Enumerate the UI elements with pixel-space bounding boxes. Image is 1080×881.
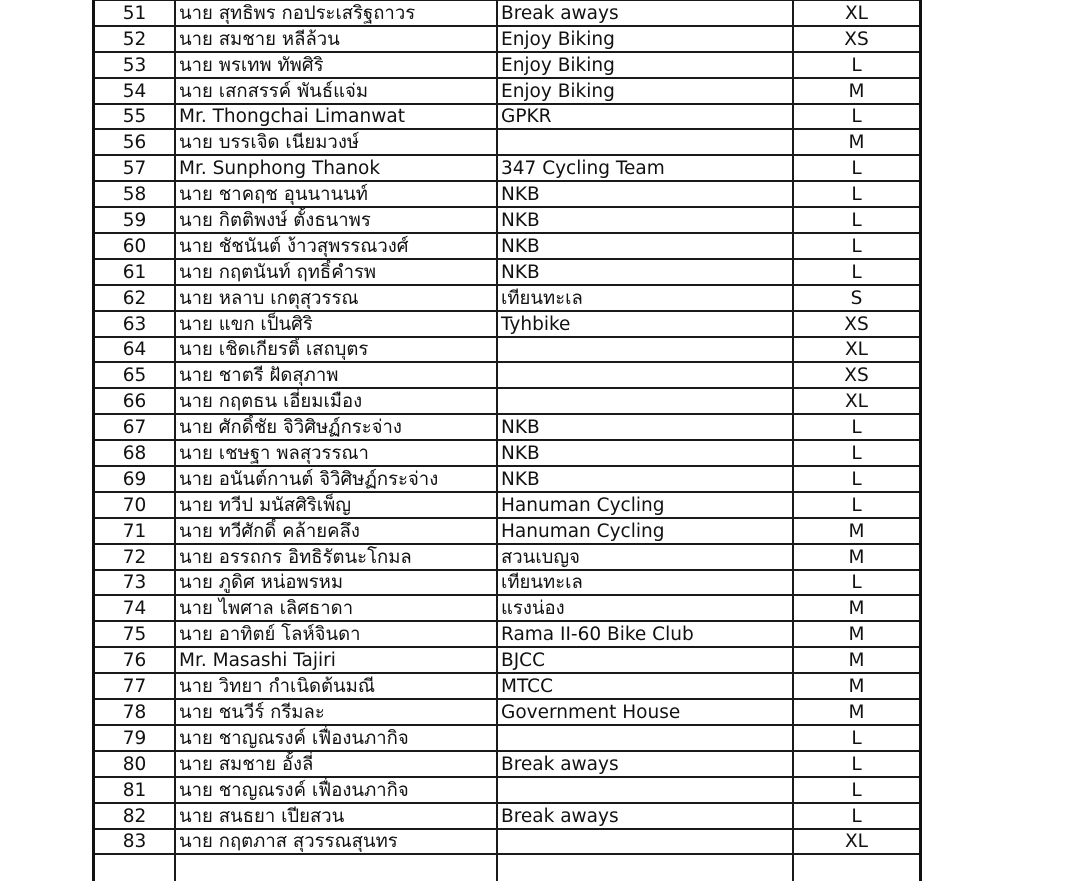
participant-name-cell[interactable]: นาย อนันต์กานต์ จิวิศิษฏ์กระจ่าง — [175, 466, 497, 492]
participant-name-cell[interactable]: นาย กฤตธน เอี่ยมเมือง — [175, 388, 497, 414]
row-number-cell[interactable]: 68 — [95, 440, 175, 466]
team-cell[interactable]: NKB — [497, 181, 793, 207]
table-row — [95, 207, 919, 233]
table-row — [95, 803, 919, 829]
participant-name-cell[interactable]: นาย ไพศาล เลิศธาดา — [175, 595, 497, 621]
participant-name-cell[interactable]: นาย สมชาย อั้งลี่ — [175, 751, 497, 777]
table-row — [95, 673, 919, 699]
participant-name-cell[interactable]: นาย ชาญณรงค์ เฟื่องนภากิจ — [175, 725, 497, 751]
participant-name-cell[interactable]: นาย ชาคฤช อุนนานนท์ — [175, 181, 497, 207]
team-cell[interactable]: Break aways — [497, 751, 793, 777]
participant-name-cell[interactable]: นาย ภูดิศ หน่อพรหม — [175, 570, 497, 596]
shirt-size-cell[interactable]: M — [793, 129, 919, 155]
team-cell[interactable]: Enjoy Biking — [497, 78, 793, 104]
team-cell[interactable]: เทียนทะเล — [497, 570, 793, 596]
participant-name-cell[interactable]: นาย บรรเจิด เนียมวงษ์ — [175, 129, 497, 155]
team-cell[interactable]: NKB — [497, 259, 793, 285]
shirt-size-cell[interactable]: L — [793, 777, 919, 803]
table-row — [95, 0, 919, 26]
participant-name-cell[interactable]: นาย กฤตภาส สุวรรณสุนทร — [175, 829, 497, 855]
row-number-cell[interactable]: 51 — [95, 0, 175, 26]
table-row — [95, 26, 919, 52]
team-cell[interactable]: NKB — [497, 440, 793, 466]
row-number-cell[interactable]: 61 — [95, 259, 175, 285]
row-number-cell[interactable]: 69 — [95, 466, 175, 492]
team-cell[interactable] — [497, 362, 793, 388]
row-number-cell[interactable]: 52 — [95, 26, 175, 52]
participant-name-cell[interactable]: นาย หลาบ เกตุสุวรรณ — [175, 285, 497, 311]
row-number-cell[interactable] — [95, 854, 175, 881]
row-number-cell[interactable]: 79 — [95, 725, 175, 751]
row-number-cell[interactable]: 65 — [95, 362, 175, 388]
row-number-cell[interactable]: 78 — [95, 699, 175, 725]
table-row — [95, 414, 919, 440]
shirt-size-cell[interactable]: L — [793, 155, 919, 181]
table-row — [95, 595, 919, 621]
row-number-cell[interactable]: 55 — [95, 104, 175, 130]
table-row — [95, 466, 919, 492]
team-cell[interactable]: Break aways — [497, 0, 793, 26]
row-number-cell[interactable]: 59 — [95, 207, 175, 233]
shirt-size-cell[interactable]: M — [793, 518, 919, 544]
team-cell[interactable]: NKB — [497, 207, 793, 233]
participant-name-cell[interactable]: นาย กิตติพงษ์ ตั้งธนาพร — [175, 207, 497, 233]
participant-name-cell[interactable]: นาย เชษฐา พลสุวรรณา — [175, 440, 497, 466]
shirt-size-cell[interactable]: L — [793, 751, 919, 777]
participant-name-cell[interactable]: นาย ชาตรี ฝัดสุภาพ — [175, 362, 497, 388]
shirt-size-cell[interactable]: L — [793, 440, 919, 466]
participant-name-cell[interactable]: นาย ทวีป มนัสศิริเพ็ญ — [175, 492, 497, 518]
table-row — [95, 285, 919, 311]
table-row — [95, 751, 919, 777]
row-number-cell[interactable]: 60 — [95, 233, 175, 259]
shirt-size-cell[interactable]: L — [793, 803, 919, 829]
shirt-size-cell[interactable]: M — [793, 699, 919, 725]
spreadsheet-page — [92, 0, 922, 881]
shirt-size-cell[interactable]: XS — [793, 362, 919, 388]
shirt-size-cell[interactable] — [793, 854, 919, 881]
team-cell[interactable]: Hanuman Cycling — [497, 492, 793, 518]
row-number-cell[interactable]: 77 — [95, 673, 175, 699]
table-row — [95, 311, 919, 337]
table-row — [95, 233, 919, 259]
table-row — [95, 518, 919, 544]
table-row — [95, 181, 919, 207]
shirt-size-cell[interactable]: M — [793, 595, 919, 621]
row-number-cell[interactable]: 62 — [95, 285, 175, 311]
row-number-cell[interactable]: 57 — [95, 155, 175, 181]
participant-name-cell[interactable]: นาย แขก เป็นศิริ — [175, 311, 497, 337]
team-cell[interactable] — [497, 854, 793, 881]
team-cell[interactable]: Government House — [497, 699, 793, 725]
shirt-size-cell[interactable]: XL — [793, 337, 919, 363]
table-row — [95, 52, 919, 78]
participant-name-cell[interactable]: นาย ทวีศักดิ์ คล้ายคลึง — [175, 518, 497, 544]
row-number-cell[interactable]: 58 — [95, 181, 175, 207]
participant-name-cell[interactable]: นาย ชาญณรงค์ เฟื่องนภากิจ — [175, 777, 497, 803]
shirt-size-cell[interactable]: L — [793, 207, 919, 233]
team-cell[interactable]: NKB — [497, 233, 793, 259]
row-number-cell[interactable]: 64 — [95, 337, 175, 363]
participant-table — [95, 0, 919, 881]
participant-name-cell[interactable]: นาย ชัชนันต์ ง้าวสุพรรณวงศ์ — [175, 233, 497, 259]
team-cell[interactable]: แรงน่อง — [497, 595, 793, 621]
row-number-cell[interactable]: 54 — [95, 78, 175, 104]
team-cell[interactable]: BJCC — [497, 647, 793, 673]
team-cell[interactable]: Hanuman Cycling — [497, 518, 793, 544]
shirt-size-cell[interactable]: L — [793, 492, 919, 518]
row-number-cell[interactable]: 76 — [95, 647, 175, 673]
participant-name-cell[interactable]: นาย พรเทพ ทัพศิริ — [175, 52, 497, 78]
team-cell[interactable]: Rama II-60 Bike Club — [497, 621, 793, 647]
participant-name-cell[interactable] — [175, 854, 497, 881]
participant-name-cell[interactable]: Mr. Masashi Tajiri — [175, 647, 497, 673]
row-number-cell[interactable]: 82 — [95, 803, 175, 829]
shirt-size-cell[interactable]: M — [793, 78, 919, 104]
team-cell[interactable] — [497, 777, 793, 803]
table-row — [95, 440, 919, 466]
team-cell[interactable]: Enjoy Biking — [497, 26, 793, 52]
row-number-cell[interactable]: 63 — [95, 311, 175, 337]
shirt-size-cell[interactable]: M — [793, 647, 919, 673]
shirt-size-cell[interactable]: L — [793, 725, 919, 751]
table-row — [95, 647, 919, 673]
shirt-size-cell[interactable]: L — [793, 233, 919, 259]
row-number-cell[interactable]: 53 — [95, 52, 175, 78]
team-cell[interactable] — [497, 829, 793, 855]
shirt-size-cell[interactable]: M — [793, 544, 919, 570]
participant-name-cell[interactable]: นาย สุทธิพร กอประเสริฐถาวร — [175, 0, 497, 26]
table-row — [95, 337, 919, 363]
participant-name-cell[interactable]: นาย เชิดเกียรติ์ เสถบุตร — [175, 337, 497, 363]
participant-name-cell[interactable]: นาย สนธยา เปียสวน — [175, 803, 497, 829]
participant-name-cell[interactable]: นาย อาทิตย์ โลห์จินดา — [175, 621, 497, 647]
row-number-cell[interactable]: 81 — [95, 777, 175, 803]
table-row — [95, 259, 919, 285]
participant-name-cell[interactable]: นาย ศักดิ์ชัย จิวิศิษฏ์กระจ่าง — [175, 414, 497, 440]
team-cell[interactable] — [497, 725, 793, 751]
team-cell[interactable]: MTCC — [497, 673, 793, 699]
shirt-size-cell[interactable]: L — [793, 414, 919, 440]
row-number-cell[interactable]: 75 — [95, 621, 175, 647]
participant-name-cell[interactable]: นาย กฤตนันท์ ฤทธิ์คำรพ — [175, 259, 497, 285]
participant-table-body — [95, 0, 919, 881]
shirt-size-cell[interactable]: XL — [793, 388, 919, 414]
row-number-cell[interactable]: 66 — [95, 388, 175, 414]
row-number-cell[interactable]: 83 — [95, 829, 175, 855]
team-cell[interactable]: Enjoy Biking — [497, 52, 793, 78]
shirt-size-cell[interactable]: M — [793, 621, 919, 647]
team-cell[interactable]: GPKR — [497, 104, 793, 130]
participant-name-cell[interactable]: นาย อรรถกร อิทธิรัตนะโกมล — [175, 544, 497, 570]
table-row — [95, 78, 919, 104]
participant-name-cell[interactable]: นาย วิทยา กำเนิดต้นมณี — [175, 673, 497, 699]
table-row — [95, 725, 919, 751]
team-cell[interactable] — [497, 129, 793, 155]
row-number-cell[interactable]: 67 — [95, 414, 175, 440]
row-number-cell[interactable]: 71 — [95, 518, 175, 544]
shirt-size-cell[interactable]: L — [793, 570, 919, 596]
table-row — [95, 544, 919, 570]
table-row — [95, 777, 919, 803]
team-cell[interactable] — [497, 337, 793, 363]
shirt-size-cell[interactable]: XL — [793, 0, 919, 26]
table-row — [95, 362, 919, 388]
participant-name-cell[interactable]: นาย เสกสรรค์ พันธ์แจ่ม — [175, 78, 497, 104]
shirt-size-cell[interactable]: S — [793, 285, 919, 311]
shirt-size-cell[interactable]: L — [793, 181, 919, 207]
row-number-cell[interactable]: 70 — [95, 492, 175, 518]
row-number-cell[interactable]: 73 — [95, 570, 175, 596]
row-number-cell[interactable]: 56 — [95, 129, 175, 155]
participant-name-cell[interactable]: Mr. Sunphong Thanok — [175, 155, 497, 181]
participant-name-cell[interactable]: นาย ชนวีร์ กรีมละ — [175, 699, 497, 725]
shirt-size-cell[interactable]: L — [793, 52, 919, 78]
team-cell[interactable]: NKB — [497, 466, 793, 492]
shirt-size-cell[interactable]: L — [793, 466, 919, 492]
shirt-size-cell[interactable]: L — [793, 259, 919, 285]
table-row — [95, 854, 919, 881]
team-cell[interactable]: สวนเบญจ — [497, 544, 793, 570]
row-number-cell[interactable]: 80 — [95, 751, 175, 777]
row-number-cell[interactable]: 74 — [95, 595, 175, 621]
shirt-size-cell[interactable]: M — [793, 673, 919, 699]
table-row — [95, 621, 919, 647]
shirt-size-cell[interactable]: XS — [793, 26, 919, 52]
team-cell[interactable]: เทียนทะเล — [497, 285, 793, 311]
shirt-size-cell[interactable]: XS — [793, 311, 919, 337]
shirt-size-cell[interactable]: XL — [793, 829, 919, 855]
participant-name-cell[interactable]: นาย สมชาย หลีล้วน — [175, 26, 497, 52]
team-cell[interactable] — [497, 388, 793, 414]
team-cell[interactable]: 347 Cycling Team — [497, 155, 793, 181]
table-row — [95, 388, 919, 414]
table-row — [95, 829, 919, 855]
table-row — [95, 104, 919, 130]
team-cell[interactable]: NKB — [497, 414, 793, 440]
team-cell[interactable]: Break aways — [497, 803, 793, 829]
team-cell[interactable]: Tyhbike — [497, 311, 793, 337]
table-row — [95, 492, 919, 518]
row-number-cell[interactable]: 72 — [95, 544, 175, 570]
participant-name-cell[interactable]: Mr. Thongchai Limanwat — [175, 104, 497, 130]
table-row — [95, 155, 919, 181]
table-row — [95, 699, 919, 725]
table-row — [95, 570, 919, 596]
shirt-size-cell[interactable]: L — [793, 104, 919, 130]
table-row — [95, 129, 919, 155]
